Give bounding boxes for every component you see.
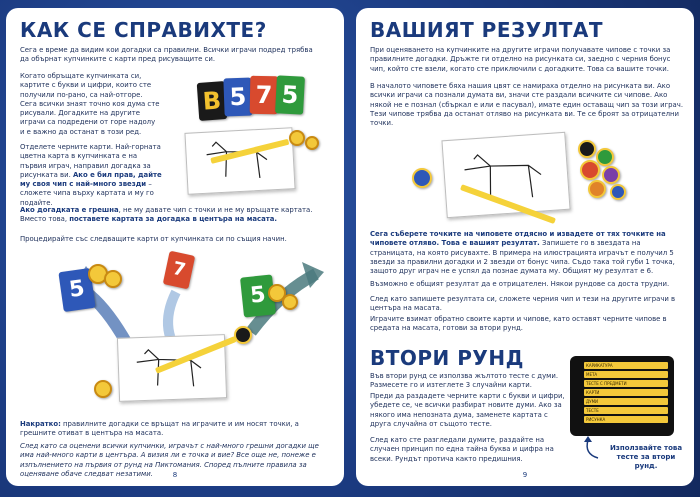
paragraph-3	[20, 206, 320, 225]
left-page	[6, 8, 344, 486]
result-paragraph-3	[370, 230, 684, 276]
paragraph-2	[20, 143, 162, 208]
caption-arrow-icon	[580, 436, 604, 460]
yellow-deck-box	[570, 356, 674, 436]
result-purple-chip	[602, 166, 620, 184]
star-chip-icon-2	[305, 136, 319, 150]
paragraph-1: Когато обръщате купчинката си, картите с букви и цифри, които сте получили по-рано, са най-отгоре. Сега всички знаят точно коя дума сте рисували. Догадките на другите играчи са подредени от горе надолу и е важно да останат в този ред.	[20, 72, 160, 136]
card-red: 7	[250, 76, 279, 114]
star-chip-icon	[289, 130, 305, 146]
second-round-title: ВТОРИ РУНД	[370, 346, 524, 370]
paragraph-3-bold-a: Ако догадката е грешна	[20, 206, 119, 214]
result-black-chip	[578, 140, 596, 158]
result-green-chip	[596, 148, 614, 166]
round-paragraph-2: Преди да раздадете черните карти с букви и цифри, убедете се, че всички разбират новите думи. Ако за някого има непозната дума, заменете картата с друга случайна от същото тесте.	[370, 392, 565, 428]
paragraph-2-a: Отделете черните карти. Най-горната цветна карта в купчинката е на първия играч, направил догадка за рисунката ви.	[20, 143, 161, 179]
result-paragraph-3-text: Запишете го в звездата на страницата, на която рисувахте. В примера на илюстрацията играчът е получил 5 звезди за правилни догадки и 2 звезди от бонус чипа. Съдо така той губи 1 точка, защото друг играч не е успял да познае думата му. Общият му резултат е 6.	[370, 239, 675, 276]
deck-row: РИСУНКА	[584, 416, 668, 423]
result-paragraph-1: При оценяването на купчинките на другите играчи получавате чипове с точки за правилните догадки. Дръжте ги отделно на рисунката си, заедно с черния бонус чип, който сте взели, когато сте приключили с догадките. Това са вашите точки.	[370, 46, 671, 73]
black-bonus-chip	[234, 326, 252, 344]
result-paragraph-2: В началото чиповете бяха нашия цвят се намираха отделно на рисунката ви. Ако всички играчи са познали думата ви, значи сте раздали всичките си чипове. Ако някой не е познал (сбъркал е или е пасувал), имате един оставащ чип за този играч. Тези чипове трябва да останат отляво на рисунката ви. Те се броят за отрицателни точки.	[370, 82, 684, 128]
paragraph-2-bold: Ако е бил прав, дайте му своя чип с най-много звезди	[20, 170, 162, 189]
scene-card-red: 7	[163, 251, 196, 290]
summary-note-bold: Накратко:	[20, 420, 61, 428]
drawing-sheet-top	[184, 127, 295, 195]
round-paragraph-3: След като сте разгледали думите, раздайте на случаен принцип по една тайна буква и цифра на всеки. Рундът протича както предишния.	[370, 436, 554, 463]
card-letter: B	[197, 81, 228, 121]
scene-star-chip-4	[282, 294, 298, 310]
negative-chip	[412, 168, 432, 188]
summary-note	[20, 420, 330, 439]
result-paragraph-5: След като запишете резултата си, сложете черния чип и тези на другите играчи в центъра на масата.	[370, 295, 676, 313]
deck-row: КАРТИ	[584, 389, 668, 396]
deck-row: ТЕСТЕ	[584, 407, 668, 414]
deck-row: ДУМИ	[584, 398, 668, 405]
intro-text: Сега е време да видим кои догадки са правилни. Всички играчи подред трябва да обърнат купчинките с карти пред рисуващите си.	[20, 46, 313, 64]
deck-row: МЕТА	[584, 371, 668, 378]
scene-star-chip-5	[94, 380, 112, 398]
result-paragraph-3-bold: Сега съберете точките на чиповете отдясно и извадете от тях точките на чиповете отляво. Това е вашият резултат.	[370, 230, 666, 248]
result-paragraph-4: Възможно е общият резултат да е отрицателен. Някои рундове са доста трудни.	[370, 280, 670, 288]
right-page	[356, 8, 694, 486]
drawing-sheet-bottom	[117, 334, 227, 402]
stick-figure-sketch	[186, 128, 297, 196]
left-page-title: КАК СЕ СПРАВИХТЕ?	[20, 18, 267, 42]
summary-note-text: правилните догадки се връщат на играчите и им носят точки, а грешните отиват в центъра на масата.	[20, 420, 299, 438]
deck-row: КАРИКАТУРА	[584, 362, 668, 369]
deck-caption: Използвайте това тесте за втори рунд.	[609, 444, 683, 470]
scene-card-green: 5	[240, 274, 276, 317]
result-blue-chip	[610, 184, 626, 200]
card-blue: 5	[223, 78, 252, 117]
result-orange-chip	[588, 180, 606, 198]
paragraph-3-b: , не му давате чип с точки и не му връщате картата. Вместо това,	[20, 206, 313, 224]
paragraph-4: Процедирайте със следващите карти от купчинката си по същия начин.	[20, 235, 287, 243]
closing-text: След като са оценени всички купчинки, играчът с най-много грешни догадки ще има най-много карти в центъра. А визия ли е точка и вие? Все още не, понеже е изпълнението на първия от рунд на Пиктомания. Според пълните правила за оценяване обаче следват незатими.	[20, 442, 319, 478]
deck-row: ТЕСТЕ С ПРЕДМЕТИ	[584, 380, 668, 387]
paragraph-2-c: – сложете чипа върху картата и му го подайте.	[20, 180, 154, 207]
page-number-right: 9	[522, 471, 528, 479]
round-paragraph-1: Във втори рунд се използва жълтото тесте с думи. Размесете го и изтеглете 3 случайни карти.	[370, 372, 559, 390]
result-title: ВАШИЯТ РЕЗУЛТАТ	[370, 18, 603, 42]
paragraph-3-bold-c: поставете картата за догадка в центъра на масата.	[69, 215, 277, 224]
page-number-left: 8	[172, 471, 178, 479]
card-green: 5	[275, 75, 305, 114]
scene-card-blue: 5	[58, 268, 95, 312]
result-paragraph-6: Играчите взимат обратно своите карти и чипове, като оставят черните чипове в средата на масата, готови за втори рунд.	[370, 315, 667, 333]
scene-star-chip-2	[104, 270, 122, 288]
result-red-chip	[580, 160, 600, 180]
